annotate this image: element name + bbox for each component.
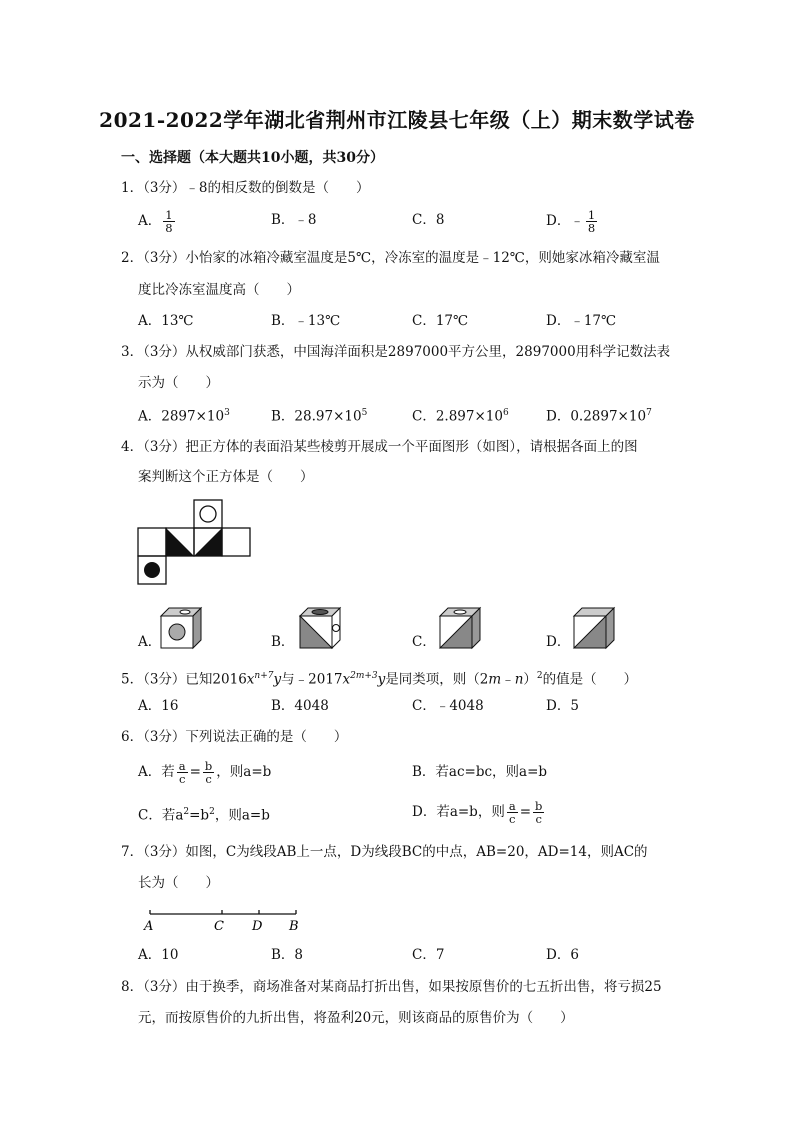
page-title: 2021-2022学年湖北省荆州市江陵县七年级（上）期末数学试卷: [99, 108, 695, 132]
q4-option-b[interactable]: B．: [271, 634, 295, 650]
q2-option-d[interactable]: D．﹣17℃: [546, 313, 617, 329]
q3-option-d[interactable]: D．$0.2897\times 10^7$: [546, 408, 652, 425]
question-7-line-2: 长为（ ）: [138, 875, 219, 891]
q7-option-d[interactable]: D．6: [546, 947, 579, 963]
black-triangle-left-icon: [166, 528, 194, 556]
q7-option-c[interactable]: C．7: [412, 947, 445, 963]
cube-net-figure: [136, 496, 256, 588]
fraction: $\frac{b}{c}$: [204, 759, 213, 786]
question-6: 6．（3分）下列说法正确的是（ ）: [121, 729, 348, 745]
q3-option-a[interactable]: A．$2897\times 10^3$: [138, 408, 230, 425]
question-3-line-1: 3．（3分）从权威部门获悉，中国海洋面积是2897000平方公里，2897000用科学记数法表: [121, 344, 671, 360]
point-a-label: A: [144, 919, 154, 934]
q5-option-b[interactable]: B．4048: [271, 698, 329, 714]
q1-option-a[interactable]: A． $\frac{1}{8}$: [138, 208, 173, 235]
q1-option-c[interactable]: C．8: [412, 212, 445, 228]
point-d-label: D: [252, 919, 263, 934]
q1-option-b[interactable]: B．﹣8: [271, 212, 317, 228]
question-2-line-1: 2．（3分）小怡家的冰箱冷藏室温度是5℃，冷冻室的温度是﹣12℃，则她家冰箱冷藏室温: [121, 250, 660, 266]
filled-circle-icon: [144, 562, 160, 578]
q4-option-a[interactable]: A．: [138, 634, 162, 650]
q4-option-c[interactable]: C．: [412, 634, 436, 650]
question-5: 5．（3分）已知$2016x^{n+7}y$与$﹣2017x^{2m+3}y$是同类项，则（2m﹣n）$^2$的值是（ ）: [121, 671, 638, 688]
q4-option-d[interactable]: D．: [546, 634, 571, 650]
fraction: $\frac{1}{8}$: [165, 208, 173, 235]
q2-option-a[interactable]: A．13℃: [138, 313, 194, 329]
cube-option-c-icon: [436, 604, 484, 650]
q2-option-b[interactable]: B．﹣13℃: [271, 313, 341, 329]
q1-option-d[interactable]: D．﹣ $\frac{1}{8}$: [546, 208, 596, 235]
fraction: $\frac{a}{c}$: [508, 799, 516, 826]
q6-option-d[interactable]: D．若a=b，则 $\frac{a}{c}$ = $\frac{b}{c}$: [412, 799, 543, 826]
net-face-1: [138, 528, 166, 556]
question-8-line-1: 8．（3分）由于换季，商场准备对某商品打折出售，如果按原售价的七五折出售，将亏损25: [121, 979, 662, 995]
q6-option-b[interactable]: B．若ac=bc，则a=b: [412, 764, 548, 780]
question-4-line-1: 4．（3分）把正方体的表面沿某些棱剪开展成一个平面图形（如图），请根据各面上的图: [121, 439, 638, 455]
q7-option-a[interactable]: A．10: [138, 947, 179, 963]
line-segment-figure: [136, 902, 316, 936]
black-triangle-right-icon: [194, 528, 222, 556]
q2-option-c[interactable]: C．17℃: [412, 313, 469, 329]
question-2-line-2: 度比冷冻室温度高（ ）: [138, 282, 300, 298]
point-c-label: C: [214, 919, 224, 934]
fraction: $\frac{a}{c}$: [178, 759, 186, 786]
question-1: 1．（3分）﹣8的相反数的倒数是（ ）: [121, 180, 370, 196]
q3-option-c[interactable]: C．$2.897\times 10^6$: [412, 408, 509, 425]
point-b-label: B: [289, 919, 299, 934]
q6-option-c[interactable]: C．若$a^2=b^2$，则a=b: [138, 807, 270, 824]
q3-option-b[interactable]: B．$28.97\times 10^5$: [271, 408, 368, 425]
q5-option-d[interactable]: D．5: [546, 698, 579, 714]
q5-option-c[interactable]: C．﹣4048: [412, 698, 484, 714]
question-7-line-1: 7．（3分）如图，C为线段AB上一点，D为线段BC的中点，AB=20，AD=14，则AC的: [121, 844, 648, 860]
question-8-line-2: 元，而按原售价的九折出售，将盈利20元，则该商品的原售价为（ ）: [138, 1010, 574, 1026]
section-heading: 一、选择题（本大题共10小题，共30分）: [121, 150, 384, 166]
fraction: $\frac{1}{8}$: [587, 208, 596, 235]
cube-option-d-icon: [570, 604, 618, 650]
q7-option-b[interactable]: B．8: [271, 947, 304, 963]
question-3-line-2: 示为（ ）: [138, 375, 219, 391]
q5-option-a[interactable]: A．16: [138, 698, 179, 714]
net-face-4: [222, 528, 250, 556]
cube-option-b-icon: [296, 604, 344, 650]
fraction: $\frac{b}{c}$: [535, 799, 543, 826]
q6-option-a[interactable]: A．若 $\frac{a}{c}$ = $\frac{b}{c}$ ，则a=b: [138, 759, 272, 786]
cube-option-a-icon: [157, 604, 205, 650]
hollow-circle-icon: [200, 506, 216, 522]
question-4-line-2: 案判断这个正方体是（ ）: [138, 469, 314, 485]
